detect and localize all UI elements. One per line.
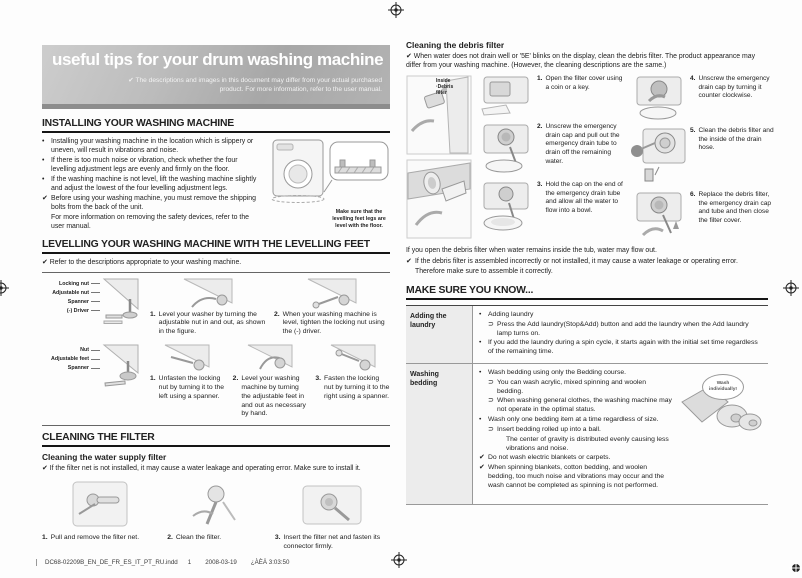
footer-date: 2008-03-19	[205, 559, 237, 566]
bedding-illustration	[676, 372, 764, 438]
footer-page-number: 1	[187, 559, 192, 566]
label-line	[91, 368, 100, 369]
section-heading: INSTALLING YOUR WASHING MACHINE	[42, 118, 390, 133]
subsection-heading: Cleaning the water supply filter	[42, 452, 167, 463]
print-footer	[36, 559, 289, 566]
row-body: • Wash bedding using only the Bedding course. ⊃ You can wash acrylic, mixed spinning and woolen bedding. ⊃ When washing general clothes, the washing machine may not operate in the optimal status. • Wash only one bedding item at a time regardless of size. ⊃ Insert bedding rolled up into a ball. The center of gravity is distributed evenly causing less vibrations and noise. ✔ Do not wash electric blankets or carpets. ✔ When spinning blankets, cotton bedding, and woolen bedding, too much noise and vibrations may occur and the wash cannot be completed as spinning is not performed. Wash individually!	[473, 364, 768, 504]
step-illustration	[476, 123, 534, 175]
levelling-step: 2. When your washing machine is level, tighten the locking nut using the (-) driver.	[274, 277, 390, 337]
levelling-step: 1. Unfasten the locking nut by turning it to the left using a spanner.	[150, 343, 225, 401]
debris-overview-illustrations	[406, 75, 472, 241]
levelling-step: 1. Level your washer by turning the adjustable nut in and out, as shown in the figure.	[150, 277, 266, 337]
label-line	[91, 350, 100, 351]
part-label: Adjustable feet	[42, 356, 100, 362]
label-line	[91, 359, 100, 360]
banner-note: ✔ The descriptions and images in this document may differ from your actual purchased product. For more information, refer to the user manual.	[128, 77, 382, 94]
levelling-step: 2. Level your washing machine by turning the adjustable feet in and out as necessary by hand.	[233, 343, 308, 419]
registration-mark-icon	[0, 280, 9, 296]
washer-illustration	[270, 138, 390, 204]
debris-step: Inside ·Debris filter 5. Clean the debris filter and the inside of the drain hose.	[629, 127, 778, 185]
part-label: Spanner	[42, 365, 100, 371]
debris-steps-1-3	[476, 75, 625, 241]
note-item: Therefore make sure to assemble it correctly.	[415, 267, 553, 275]
divider	[42, 425, 390, 426]
left-column	[42, 45, 390, 552]
figure-caption: Make sure that the levelling feet legs are level with the floor.	[332, 209, 386, 229]
step-illustration	[306, 277, 358, 311]
step-illustration	[163, 343, 211, 375]
speech-bubble: Wash individually!	[702, 374, 744, 400]
bullet-item: • Installing your washing machine in the location which is slippery or uneven, will result in vibrations and noise.	[42, 138, 254, 154]
label-line	[91, 283, 100, 284]
bullet-item: For more information on removing the safety devices, refer to the user manual.	[51, 213, 250, 230]
bullet-item: ✔ Before using your washing machine, you must remove the shipping bolts from the back of the unit.	[42, 194, 256, 211]
step-illustration	[476, 181, 534, 233]
part-label: Adjustable nut	[42, 290, 100, 296]
step-illustration	[629, 127, 687, 185]
table-row	[406, 364, 768, 505]
levelling-step: 3. Fasten the locking nut by turning it to the right using a spanner.	[315, 343, 390, 401]
installing-bullets	[42, 138, 264, 233]
filter-step: 3. Insert the filter net and fasten its connector firmly.	[275, 480, 390, 552]
step-illustration	[67, 480, 133, 530]
banner-strip	[42, 104, 390, 109]
note-item: If you open the debris filter when water remains inside the tub, water may flow out.	[406, 246, 657, 254]
registration-mark-icon	[391, 552, 407, 568]
step-illustration	[629, 191, 687, 241]
row-body: • Adding laundry ⊃ Press the Add laundry(Stop&Add) button and add the laundry when the Add laundry lamp turns on. • If you add the laundry during a spin cycle, it starts again with the initial set time regardless of the remaining time.	[479, 310, 758, 356]
washer-levelling-illustration	[270, 138, 390, 233]
step-illustration	[329, 343, 377, 375]
subsection-heading: Cleaning the debris filter	[406, 40, 505, 50]
part-label: Nut	[42, 347, 100, 353]
section-cleaning-filter	[42, 432, 390, 552]
step-illustration	[246, 343, 294, 375]
debris-step: 2. Unscrew the emergency drain cap and pull out the emergency drain tube to drain off the remaining water.	[476, 123, 625, 175]
section-make-sure	[406, 285, 768, 505]
row-header: Adding the laundry	[406, 306, 473, 363]
bullet-item: • If the washing machine is not level, lift the washing machine slightly and adjust the lowest of the four levelling adjustment legs.	[42, 175, 257, 192]
levelling-row-2	[42, 343, 390, 419]
footer-time: ¿ÀÈÄ 3:03:50	[250, 559, 290, 566]
step-illustration	[299, 480, 365, 530]
divider	[42, 272, 390, 273]
part-label: Spanner	[42, 299, 100, 305]
levelling-row-1	[42, 277, 390, 337]
section-installing	[42, 118, 390, 233]
levelling-label-figure	[42, 343, 142, 391]
filter-step: 1. Pull and remove the filter net.	[42, 480, 157, 552]
registration-mark-icon	[788, 560, 802, 576]
debris-step: 1. Open the filter cover using a coin or a key.	[476, 75, 625, 117]
section-heading: MAKE SURE YOU KNOW...	[406, 285, 768, 300]
label-line	[91, 301, 100, 302]
section-debris-filter	[406, 40, 774, 277]
debris-notes	[406, 247, 768, 256]
section-heading: CLEANING THE FILTER	[42, 432, 390, 447]
machine-corner-illustration	[102, 343, 140, 391]
section-levelling	[42, 239, 390, 427]
row-header: Washing bedding	[406, 364, 473, 504]
page-title: useful tips for your drum washing machine	[52, 50, 384, 69]
label-line	[91, 292, 100, 293]
label-line	[91, 310, 100, 311]
section-note: ✔ When water does not drain well or '5E' blinks on the display, clean the debris filter. The product appearance may differ from your washing machine. (However, the cleaning descriptions are the same.)	[406, 53, 756, 69]
registration-mark-icon	[783, 280, 799, 296]
levelling-label-figure	[42, 277, 142, 325]
banner	[42, 45, 390, 109]
note-item: ✔ If the debris filter is assembled incorrectly or not installed, it may cause a water leakage or operating error.	[406, 257, 738, 265]
right-column	[406, 38, 774, 505]
machine-corner-illustration	[102, 277, 140, 325]
section-note: ✔ Refer to the descriptions appropriate to your washing machine.	[42, 258, 242, 266]
step-illustration	[182, 277, 234, 311]
step-illustration	[629, 75, 687, 121]
debris-step: 4. Unscrew the emergency drain cap by turning it counter clockwise.	[629, 75, 778, 121]
make-sure-table	[406, 305, 768, 505]
bullet-item: • If there is too much noise or vibration, check whether the four levelling adjustment legs are evenly and firmly on the floor.	[42, 156, 238, 173]
inside-debris-filter-label: Inside ·Debris filter	[436, 78, 454, 96]
section-note: ✔ If the filter net is not installed, it may cause a water leakage and operating error. Make sure to install it.	[42, 465, 361, 473]
filter-cover-open-illustration	[406, 159, 472, 239]
section-heading: LEVELLING YOUR WASHING MACHINE WITH THE LEVELLING FEET	[42, 239, 390, 254]
filter-step: 2. Clean the filter.	[167, 480, 265, 552]
debris-step: 3. Hold the cap on the end of the emergency drain tube and allow all the water to flow into a bowl.	[476, 181, 625, 233]
debris-step: 6. Replace the debris filter, the emergency drain cap and tube and then close the filter cover.	[629, 191, 778, 241]
part-label: Locking nut	[42, 281, 100, 287]
footer-filename: DC68-02209B_EN_DE_FR_ES_IT_PT_RU.indd	[45, 559, 178, 566]
part-label: (-) Driver	[42, 308, 100, 314]
table-row	[406, 306, 768, 364]
step-illustration	[183, 480, 249, 530]
registration-mark-icon	[388, 2, 404, 18]
step-illustration	[476, 75, 534, 117]
